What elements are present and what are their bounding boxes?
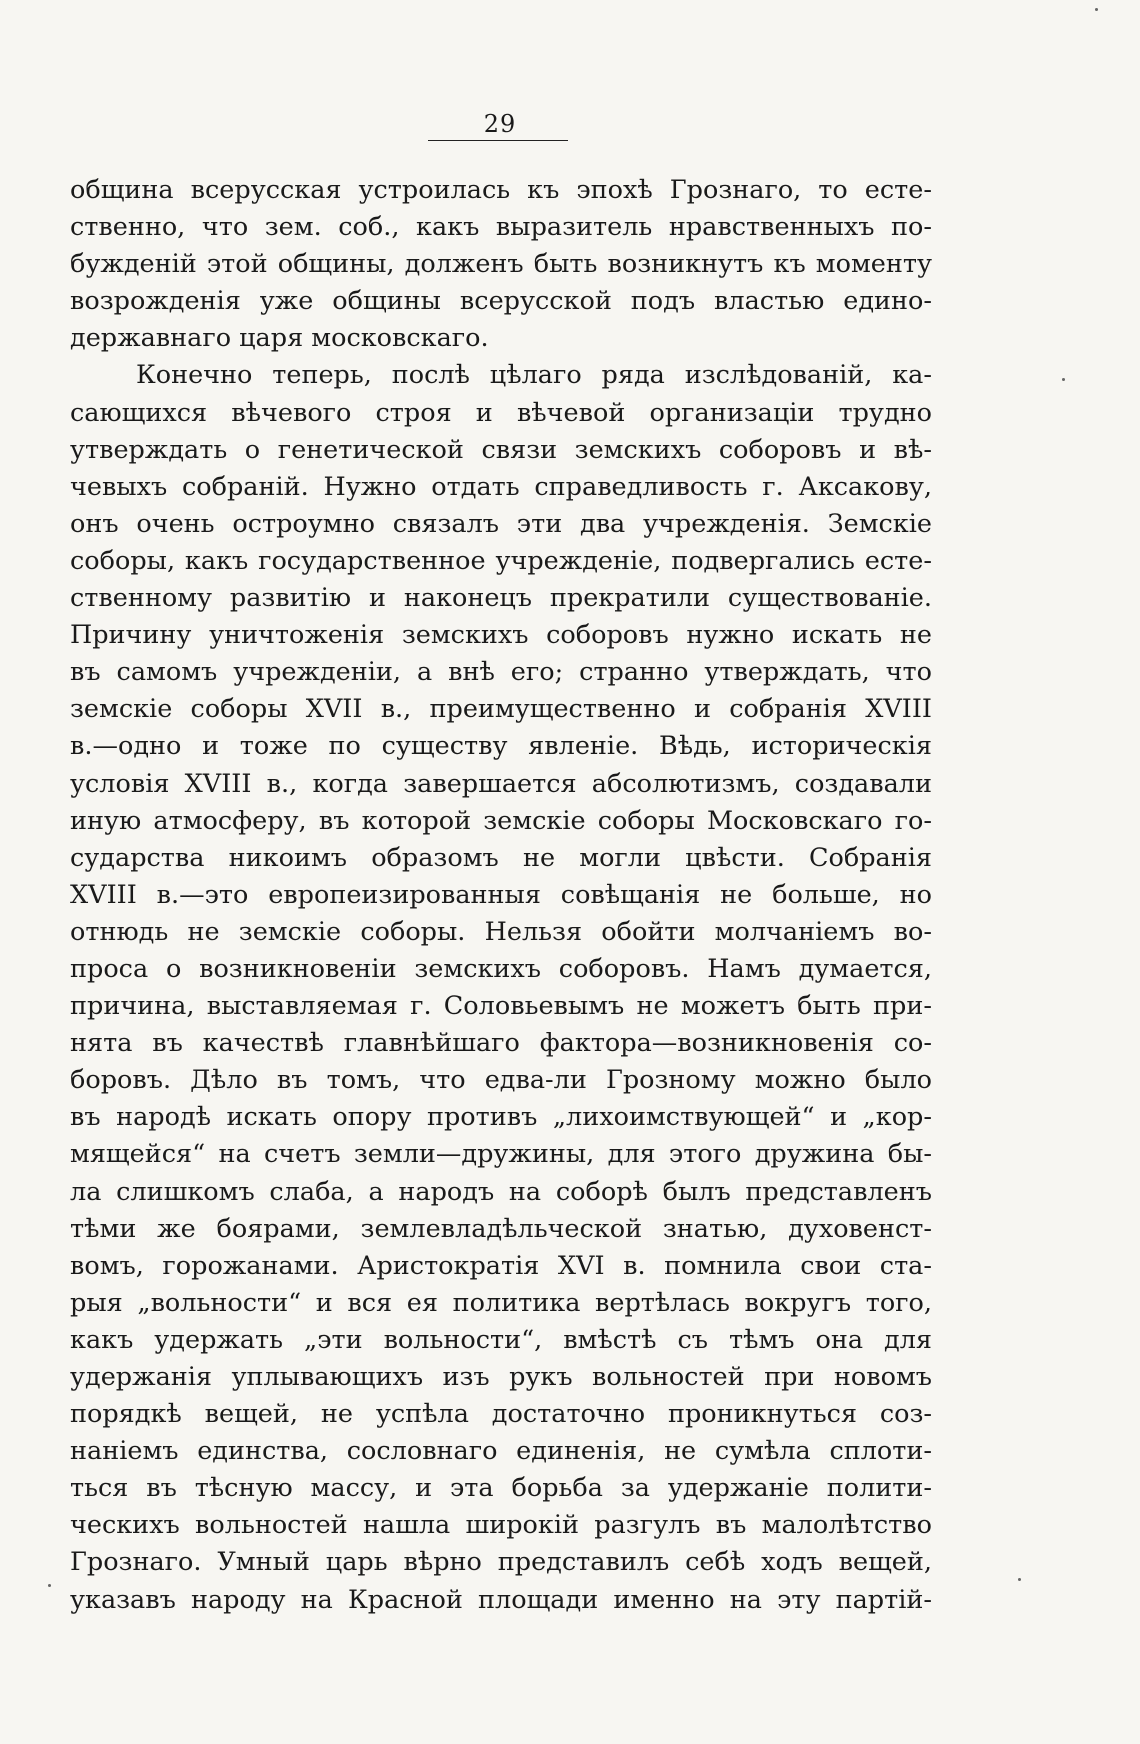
text-line: указавъ народу на Красной площади именно на эту партій- [70,1584,932,1615]
text-line: порядкѣ вещей, не успѣла достаточно проникнуться соз- [70,1399,932,1430]
text-line: боровъ. Дѣло въ томъ, что едва-ли Грозному можно было [70,1065,932,1096]
text-line: какъ удержать „эти вольности“, вмѣстѣ съ тѣмъ она для [70,1324,932,1355]
text-line: соборы, какъ государственное учрежденіе, подвергались есте- [70,545,932,576]
text-line: нята въ качествѣ главнѣйшаго фактора—возникновенія со- [70,1028,932,1059]
scan-speck [1095,8,1098,11]
text-line: причина, выставляемая г. Соловьевымъ не можетъ быть при- [70,991,932,1022]
text-line: ла слишкомъ слаба, а народъ на соборѣ былъ представленъ [70,1176,932,1207]
text-line: Конечно теперь, послѣ цѣлаго ряда изслѣдованій, ка- [136,360,932,391]
text-line: ческихъ вольностей нашла широкій разгулъ въ малолѣтство [70,1510,932,1541]
scan-speck [1062,378,1065,381]
text-line: утверждать о генетической связи земскихъ соборовъ и вѣ- [70,434,932,465]
text-line: сударства никоимъ образомъ не могли цвѣсти. Собранія [70,842,932,873]
scan-speck [48,1584,51,1587]
text-line: условія XVIII в., когда завершается абсолютизмъ, создавали [70,768,932,799]
text-line: сающихся вѣчевого строя и вѣчевой организаціи трудно [70,397,932,428]
text-line: в.—одно и тоже по существу явленіе. Вѣдь, историческія [70,731,932,762]
text-line: земскіе соборы XVII в., преимущественно и собранія XVIII [70,694,932,725]
text-line: державнаго царя московскаго. [70,323,489,354]
text-line: Причину уничтоженія земскихъ соборовъ нужно искать не [70,620,932,651]
paragraph [70,357,932,1618]
text-line: Грознаго. Умный царь вѣрно представилъ себѣ ходъ вещей, [70,1547,932,1578]
text-line: община всерусская устроилась къ эпохѣ Грознаго, то есте- [70,175,932,205]
text-line: рыя „вольности“ и вся ея политика вертѣлась вокругъ того, [70,1287,932,1318]
text-line: тѣми же боярами, землевладѣльческой знатью, духовенст- [70,1213,932,1244]
text-line: возрожденія уже общины всерусской подъ властью едино- [70,286,932,317]
text-line: ственно, что зем. соб., какъ выразитель нравственныхъ по- [70,212,932,243]
text-line: ться въ тѣсную массу, и эта борьба за удержаніе полити- [70,1473,932,1504]
text-line: проса о возникновеніи земскихъ соборовъ. Намъ думается, [70,953,932,984]
text-line: наніемъ единства, сословнаго единенія, не сумѣла сплоти- [70,1436,932,1467]
text-line: бужденій этой общины, долженъ быть возникнутъ къ моменту [70,249,932,280]
text-line: въ народѣ искать опору противъ „лихоимствующей“ и „кор- [70,1102,932,1133]
paragraph [70,172,932,357]
text-line: XVIII в.—это европеизированныя совѣщанія не больше, но [70,879,932,910]
text-line: ственному развитію и наконецъ прекратили существованіе. [70,583,932,614]
text-line: иную атмосферу, въ которой земскіе соборы Московскаго го- [70,805,932,836]
text-line: удержанія уплывающихъ изъ рукъ вольностей при новомъ [70,1362,932,1392]
page-number: 29 [483,110,517,138]
text-line: онъ очень остроумно связалъ эти два учрежденія. Земскіе [70,508,932,539]
body-text [70,172,932,1619]
text-line: отнюдь не земскіе соборы. Нельзя обойти молчаніемъ во- [70,916,932,947]
text-line: вомъ, горожанами. Аристократія XVI в. помнила свои ста- [70,1250,932,1281]
text-line: мящейся“ на счетъ земли—дружины, для этого дружина бы- [70,1139,932,1170]
scan-speck [1018,1578,1021,1581]
text-line: въ самомъ учрежденіи, а внѣ его; странно утверждать, что [70,657,932,688]
text-line: чевыхъ собраній. Нужно отдать справедливость г. Аксакову, [70,471,932,502]
page-number-rule [428,140,568,141]
